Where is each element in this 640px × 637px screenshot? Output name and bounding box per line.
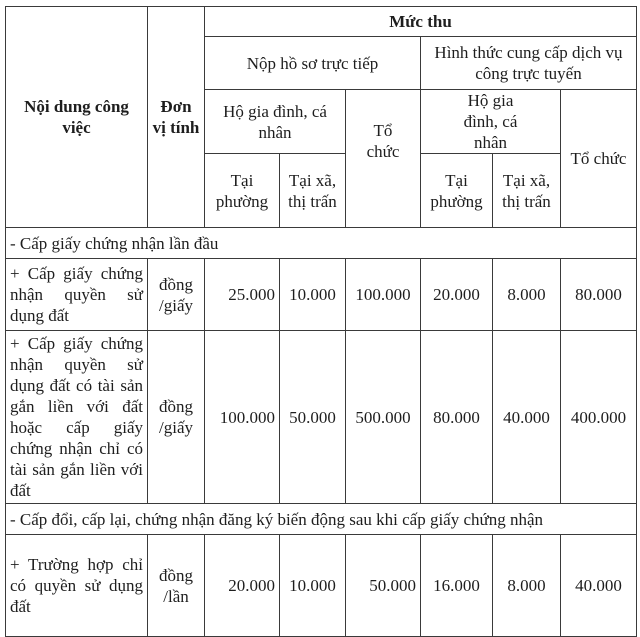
fee-value: 10.000 (280, 535, 346, 637)
fee-value: 20.000 (205, 535, 280, 637)
header-online: Hình thức cung cấp dịch vụ công trực tuyến (421, 37, 637, 90)
header-commune-online: Tại xã, thị trấn (493, 154, 561, 228)
fee-value: 100.000 (205, 331, 280, 504)
header-household-direct: Hộ gia đình, cá nhân (205, 90, 346, 154)
header-fee-level: Mức thu (205, 7, 637, 37)
header-commune-direct: Tại xã, thị trấn (280, 154, 346, 228)
fee-value: 400.000 (561, 331, 637, 504)
row-unit: đồng /giấy (148, 331, 205, 504)
table-row (6, 259, 637, 331)
row-content: + Cấp giấy chứng nhận quyền sử dụng đất có tài sản gắn liền với đất hoặc cấp giấy chứng nhận chỉ có tài sản gắn liền với đất (6, 331, 148, 504)
fee-value: 500.000 (346, 331, 421, 504)
fee-value: 16.000 (421, 535, 493, 637)
header-content: Nội dung công việc (6, 7, 148, 228)
section-title: - Cấp giấy chứng nhận lần đầu (6, 228, 637, 259)
header-unit: Đơn vị tính (148, 7, 205, 228)
fee-value: 10.000 (280, 259, 346, 331)
fee-value: 20.000 (421, 259, 493, 331)
row-content: + Cấp giấy chứng nhận quyền sử dụng đất (6, 259, 148, 331)
fee-value: 40.000 (493, 331, 561, 504)
table-row (6, 331, 637, 504)
header-ward-online: Tại phường (421, 154, 493, 228)
table-row (6, 535, 637, 637)
fee-table (5, 6, 637, 637)
header-ward-direct: Tại phường (205, 154, 280, 228)
header-direct: Nộp hồ sơ trực tiếp (205, 37, 421, 90)
fee-value: 8.000 (493, 259, 561, 331)
row-unit: đồng /lần (148, 535, 205, 637)
header-household-online: Hộ gia đình, cá nhân (421, 90, 561, 154)
fee-value: 40.000 (561, 535, 637, 637)
header-organization-direct: Tổ chức (346, 90, 421, 228)
fee-value: 8.000 (493, 535, 561, 637)
fee-value: 50.000 (346, 535, 421, 637)
row-unit: đồng /giấy (148, 259, 205, 331)
header-organization-online: Tổ chức (561, 90, 637, 228)
fee-value: 100.000 (346, 259, 421, 331)
fee-value: 25.000 (205, 259, 280, 331)
fee-value: 80.000 (421, 331, 493, 504)
section-row (6, 228, 637, 259)
fee-value: 50.000 (280, 331, 346, 504)
fee-value: 80.000 (561, 259, 637, 331)
section-title: - Cấp đổi, cấp lại, chứng nhận đăng ký biến động sau khi cấp giấy chứng nhận (6, 504, 637, 535)
section-row (6, 504, 637, 535)
row-content: + Trường hợp chỉ có quyền sử dụng đất (6, 535, 148, 637)
